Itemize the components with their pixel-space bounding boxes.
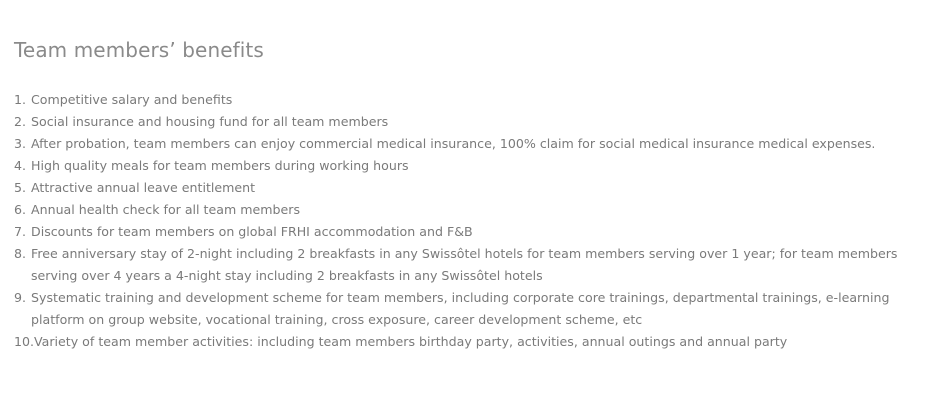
list-item (14, 155, 914, 177)
list-item-text: Annual health check for all team members (31, 202, 301, 217)
list-item-text: Discounts for team members on global FRHI accommodation and F&B (31, 224, 473, 239)
list-item-text: Free anniversary stay of 2-night including 2 breakfasts in any Swissôtel hotels for team members serving over 1 year; for team members serving over 4 years a 4-night stay including 2 breakfasts in any Swissôtel hotels (31, 246, 898, 283)
list-item (14, 133, 914, 155)
benefits-list (14, 89, 914, 353)
list-item (14, 287, 914, 331)
list-item-number: 3. (14, 136, 27, 151)
list-item-number: 4. (14, 158, 27, 173)
list-item (14, 177, 914, 199)
list-item-text: Variety of team member activities: including team members birthday party, activities, annual outings and annual party (34, 334, 788, 349)
list-item-text: After probation, team members can enjoy commercial medical insurance, 100% claim for social medical insurance medical expenses. (31, 136, 876, 151)
list-item-number: 8. (14, 246, 27, 261)
list-item (14, 89, 914, 111)
list-item-text: High quality meals for team members during working hours (31, 158, 409, 173)
list-item (14, 243, 914, 287)
list-item-number: 5. (14, 180, 27, 195)
list-item-number: 6. (14, 202, 27, 217)
list-item (14, 331, 914, 353)
list-item-text: Attractive annual leave entitlement (31, 180, 256, 195)
page-title: Team members’ benefits (14, 38, 264, 62)
list-item-number: 1. (14, 92, 27, 107)
list-item-text: Systematic training and development scheme for team members, including corporate core trainings, departmental trainings, e-learning platform on group website, vocational training, cross exposure, career development scheme, etc (31, 290, 890, 327)
list-item-number: 2. (14, 114, 27, 129)
list-item-number: 9. (14, 290, 27, 305)
list-item-number: 10. (14, 334, 35, 349)
list-item (14, 111, 914, 133)
list-item-number: 7. (14, 224, 27, 239)
list-item (14, 221, 914, 243)
list-item-text: Social insurance and housing fund for all team members (31, 114, 389, 129)
list-item (14, 199, 914, 221)
list-item-text: Competitive salary and benefits (31, 92, 233, 107)
